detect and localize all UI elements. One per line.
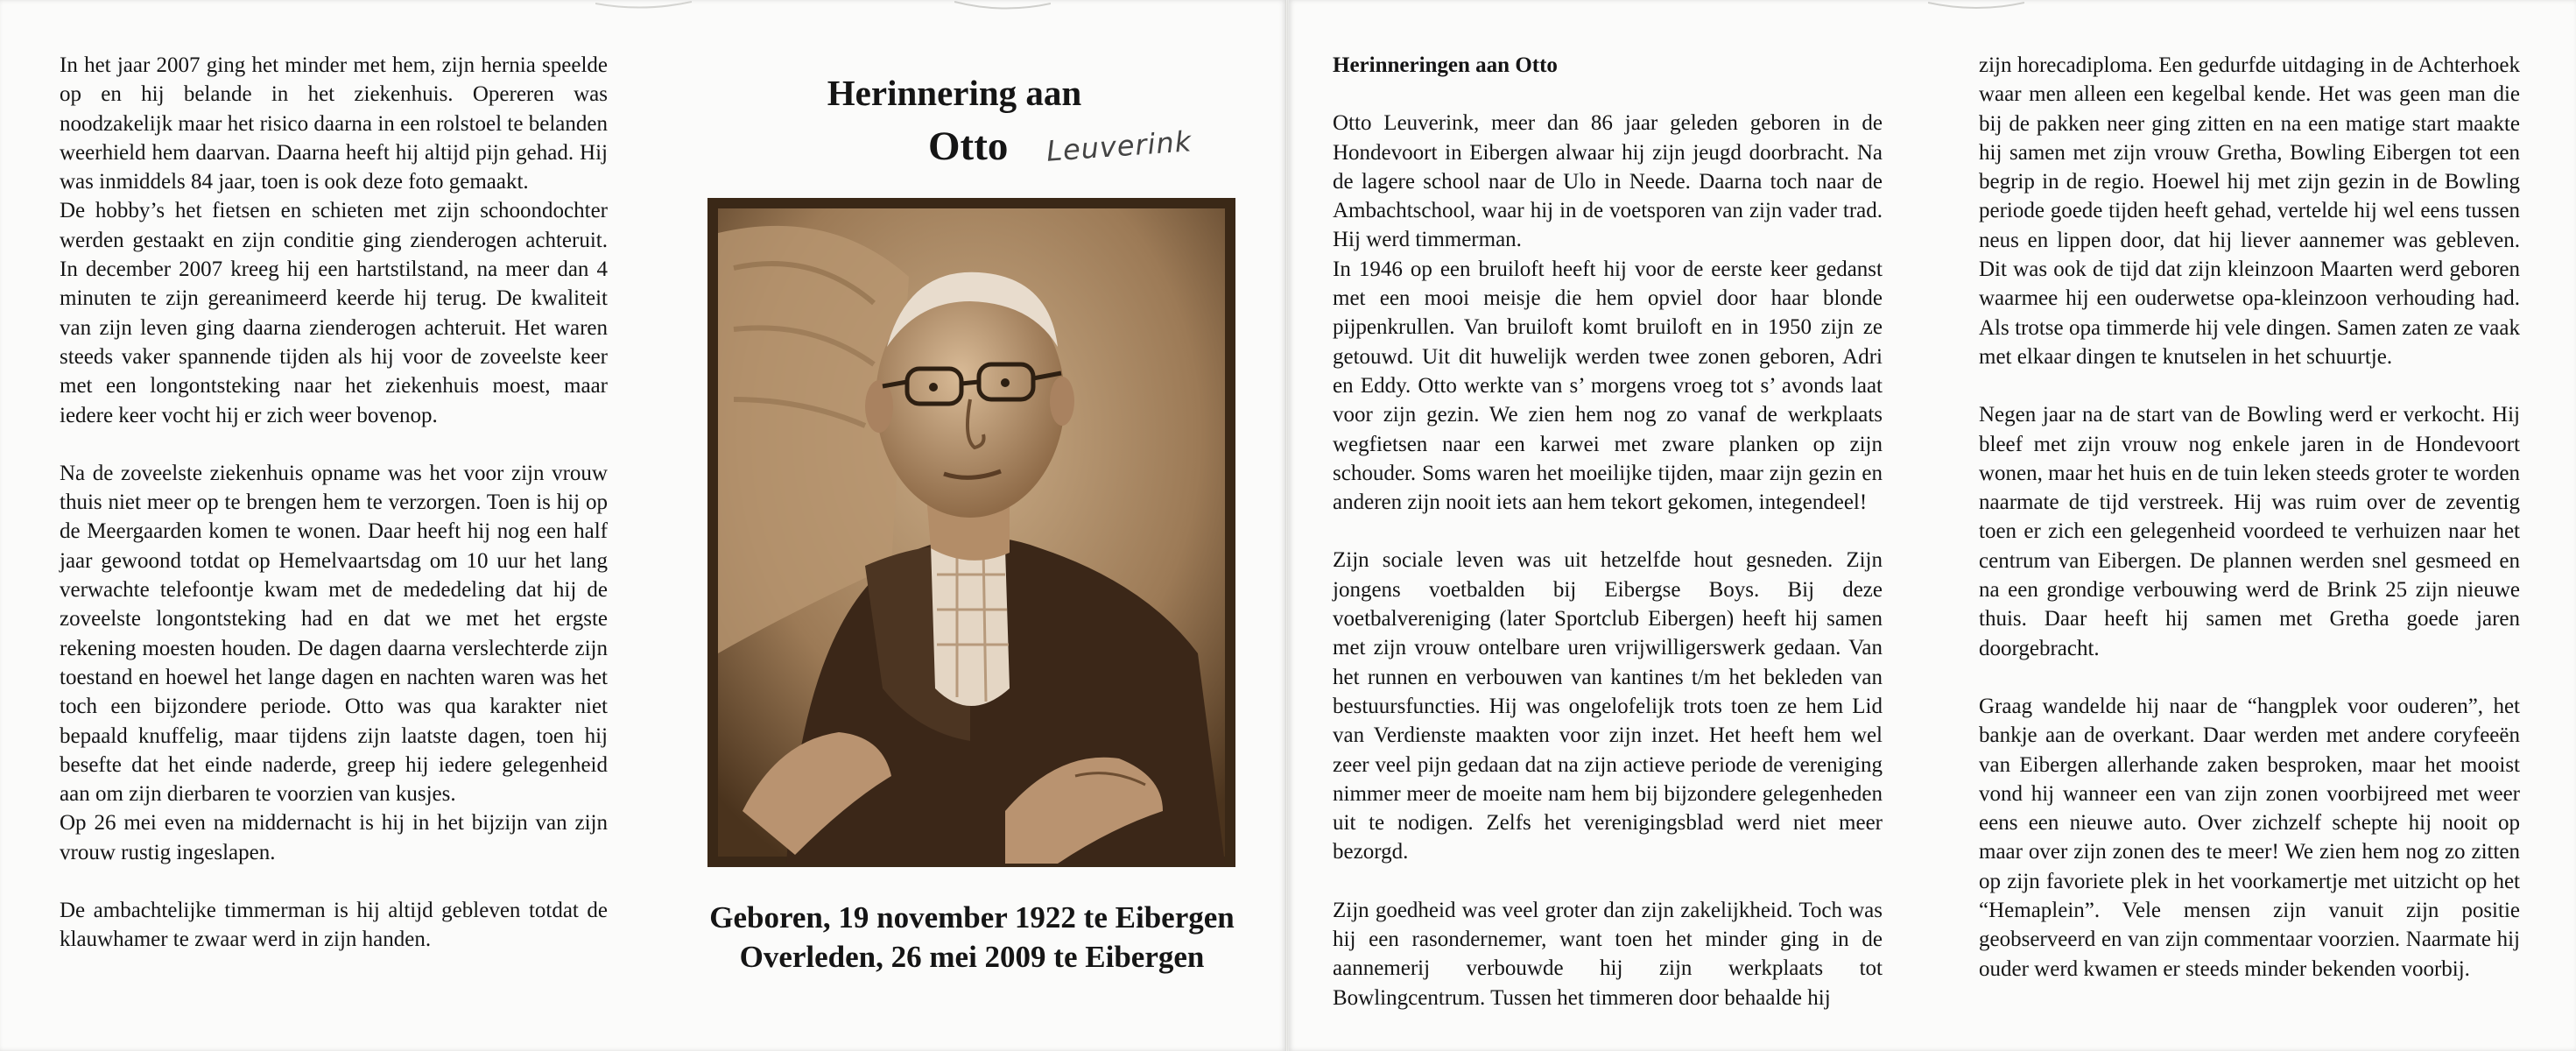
- fold-crease: [595, 0, 692, 16]
- paragraph: De hobby’s het fietsen en schieten met zijn schoondochter werden gestaakt en zijn conditie ging zienderogen achteruit. In december 2007 kreeg hij een hartstilstand, na meer dan 4 minuten te zijn gereanimeerd keerde hij terug. De kwaliteit van zijn leven ging daarna zienderogen achteruit. Het waren steeds vaker spannende tijden als hij voor de zoveelste keer met een longontsteking naar het ziekenhuis moest, maar iedere keer vocht hij er zich weer bovenop.: [60, 199, 608, 427]
- paragraph: Negen jaar na de start van de Bowling werd er verkocht. Hij bleef met zijn vrouw nog enkele jaren in de Hondevoort wonen, maar het huis en de tuin leken steeds groter te worden naarmate de tijd verstreek. Hij was ruim over de zeventig toen er zich een gelegenheid voordeed te verhuizen naar het centrum van Eibergen. De plannen werden snel gesmeed en na een grondige verbouwing werd de Brink 25 zijn nieuwe thuis. Daar heeft hij samen met Gretha goede jaren doorgebracht.: [1979, 403, 2520, 660]
- paragraph: Na de zoveelste ziekenhuis opname was het voor zijn vrouw thuis niet meer op te brengen hem te verzorgen. Toen is hij op de Meergaarden komen te wonen. Daar heeft hij nog een half jaar gewoond totdat op Hemelvaartsdag om 10 uur het lang verwachte telefoontje kwam met de mededeling dat hij de zoveelste longontsteking had en dat we met het ergste rekening moesten houden. De dagen daarna verslechterde zijn toestand en hoewel het lange dagen en nachten waren was het toch een bijzondere periode. Otto was qua karakter niet bepaald knuffelig, maar tijdens zijn laatste dagen, toen hij besefte dat het einde naderde, greep hij iedere gelegenheid aan om zijn dierbaren te voorzien van kusjes.: [60, 461, 608, 807]
- paragraph: In 1946 op een bruiloft heeft hij voor de eerste keer gedanst met een mooi meisje die hem opviel door haar blonde pijpenkrullen. Van bruiloft komt bruiloft en in 1950 zijn ze getouwd. Uit dit huwelijk werden twee zonen geboren, Adri en Eddy. Otto werkte van s’ morgens vroeg tot s’ avonds laat voor zijn gezin. We zien hem nog zo vanaf de werkplaats wegfietsen naar een karwei met zware planken op zijn schouder. Soms waren het moeilijke tijden, maar zijn gezin en anderen zijn nooit iets aan hem tekort gekomen, integendeel!: [1333, 257, 1883, 515]
- left-sheet: [0, 0, 1285, 1051]
- left-text-column: [60, 51, 608, 984]
- portrait-photo: [707, 198, 1235, 867]
- born-date: Geboren, 19 november 1922 te Eibergen: [709, 900, 1235, 935]
- paragraph: De ambachtelijke timmerman is hij altijd gebleven totdat de klauwhamer te zwaar werd in zijn handen.: [60, 899, 608, 952]
- paragraph: Op 26 mei even na middernacht is hij in het bijzijn van zijn vrouw rustig ingeslapen.: [60, 811, 608, 864]
- middle-text-column: [1333, 51, 1883, 1041]
- card-name: Otto: [928, 123, 1009, 169]
- page-fold: [1285, 0, 1288, 1051]
- right-text-column: [1979, 51, 2520, 1012]
- paragraph: In het jaar 2007 ging het minder met hem, zijn hernia speelde op en hij belande in het ziekenhuis. Opereren was noodzakelijk maar het risico daarna in een rolstoel te belanden weerhield hem daarvan. Daarna heeft hij altijd pijn gehad. Hij was inmiddels 84 jaar, toen is ook deze foto gemaakt.: [60, 53, 608, 194]
- fold-crease: [954, 0, 1051, 16]
- right-sheet: [1289, 0, 2576, 1051]
- portrait-illustration: [707, 198, 1235, 867]
- card-title: Herinnering aan: [827, 73, 1082, 113]
- section-heading: Herinneringen aan Otto: [1333, 53, 1558, 77]
- died-date: Overleden, 26 mei 2009 te Eibergen: [739, 940, 1205, 974]
- paragraph: Zijn goedheid was veel groter dan zijn zakelijkheid. Toch was hij een rasondernemer, want toen het minder ging in de aannemerij verbouwde hij zijn werkplaats tot Bowlingcentrum. Tussen het timmeren door behaalde hij: [1333, 898, 1883, 1010]
- paragraph: Graag wandelde hij naar de “hangplek voor ouderen”, het bankje aan de overkant. Daar werden met andere coryfeeën van Eibergen allerhande zaken besproken, maar het mooist vond hij wanneer een van zijn zonen voorbijreed met weer eens een nieuwe auto. Over zichzelf schepte hij nooit op maar over zijn zonen des te meer! We zien hem nog zo zitten op zijn favoriete plek in het voorkamertje met uitzicht op het “Hemaplein”. Vele mensen zijn vanuit zijn positie geobserveerd en van zijn commentaar voorzien. Naarmate hij ouder werd kwamen er steeds minder bekenden voorbij.: [1979, 694, 2520, 981]
- paragraph: Otto Leuverink, meer dan 86 jaar geleden geboren in de Hondevoort in Eibergen alwaar hij zijn jeugd doorbracht. Na de lagere school naar de Ulo in Neede. Daarna toch naar de Ambachtschool, waar hij in de voetsporen van zijn vader trad. Hij werd timmerman.: [1333, 111, 1883, 252]
- handwritten-surname: Leuverink: [1045, 124, 1193, 168]
- paragraph: zijn horecadiploma. Een gedurfde uitdaging in de Achterhoek waar men alleen een kegelbal kende. Het was geen man die bij de pakken neer ging zitten en na een matige start maakte hij samen met zijn vrouw Gretha, Bowling Eibergen tot een begrip in de regio. Hoewel hij met zijn gezin in de Bowling periode goede tijden heeft gehad, vertelde hij wel eens tussen neus en lippen door, dat hij liever aannemer was gebleven. Dit was ook de tijd dat zijn kleinzoon Maarten werd geboren waarmee hij een ouderwetse opa-kleinzoon verhouding had. Als trotse opa timmerde hij vele dingen. Samen zaten ze vaak met elkaar dingen te knutselen in het schuurtje.: [1979, 53, 2520, 369]
- card-dates: [665, 898, 1278, 977]
- paragraph: Zijn sociale leven was uit hetzelfde hout gesneden. Zijn jongens voetbalden bij Eibergse Boys. Bij deze voetbalvereniging (later Sportclub Eibergen) heeft hij samen met zijn vrouw ontelbare uren vrijwilligerswerk gedaan. Van het runnen en verbouwen van kantines t/m het bekleden van bestuursfuncties. Hij was ongelofelijk trots toen ze hem Lid van Verdienste maakten voor zijn inzet. Het heeft hem wel zeer veel pijn gedaan dat na zijn actieve periode de vereniging nimmer meer de moeite nam hem bij bijzondere gelegenheden uit te nodigen. Zelfs het verenigingsblad werd niet meer bezorgd.: [1333, 548, 1883, 864]
- fold-crease: [1928, 0, 2024, 16]
